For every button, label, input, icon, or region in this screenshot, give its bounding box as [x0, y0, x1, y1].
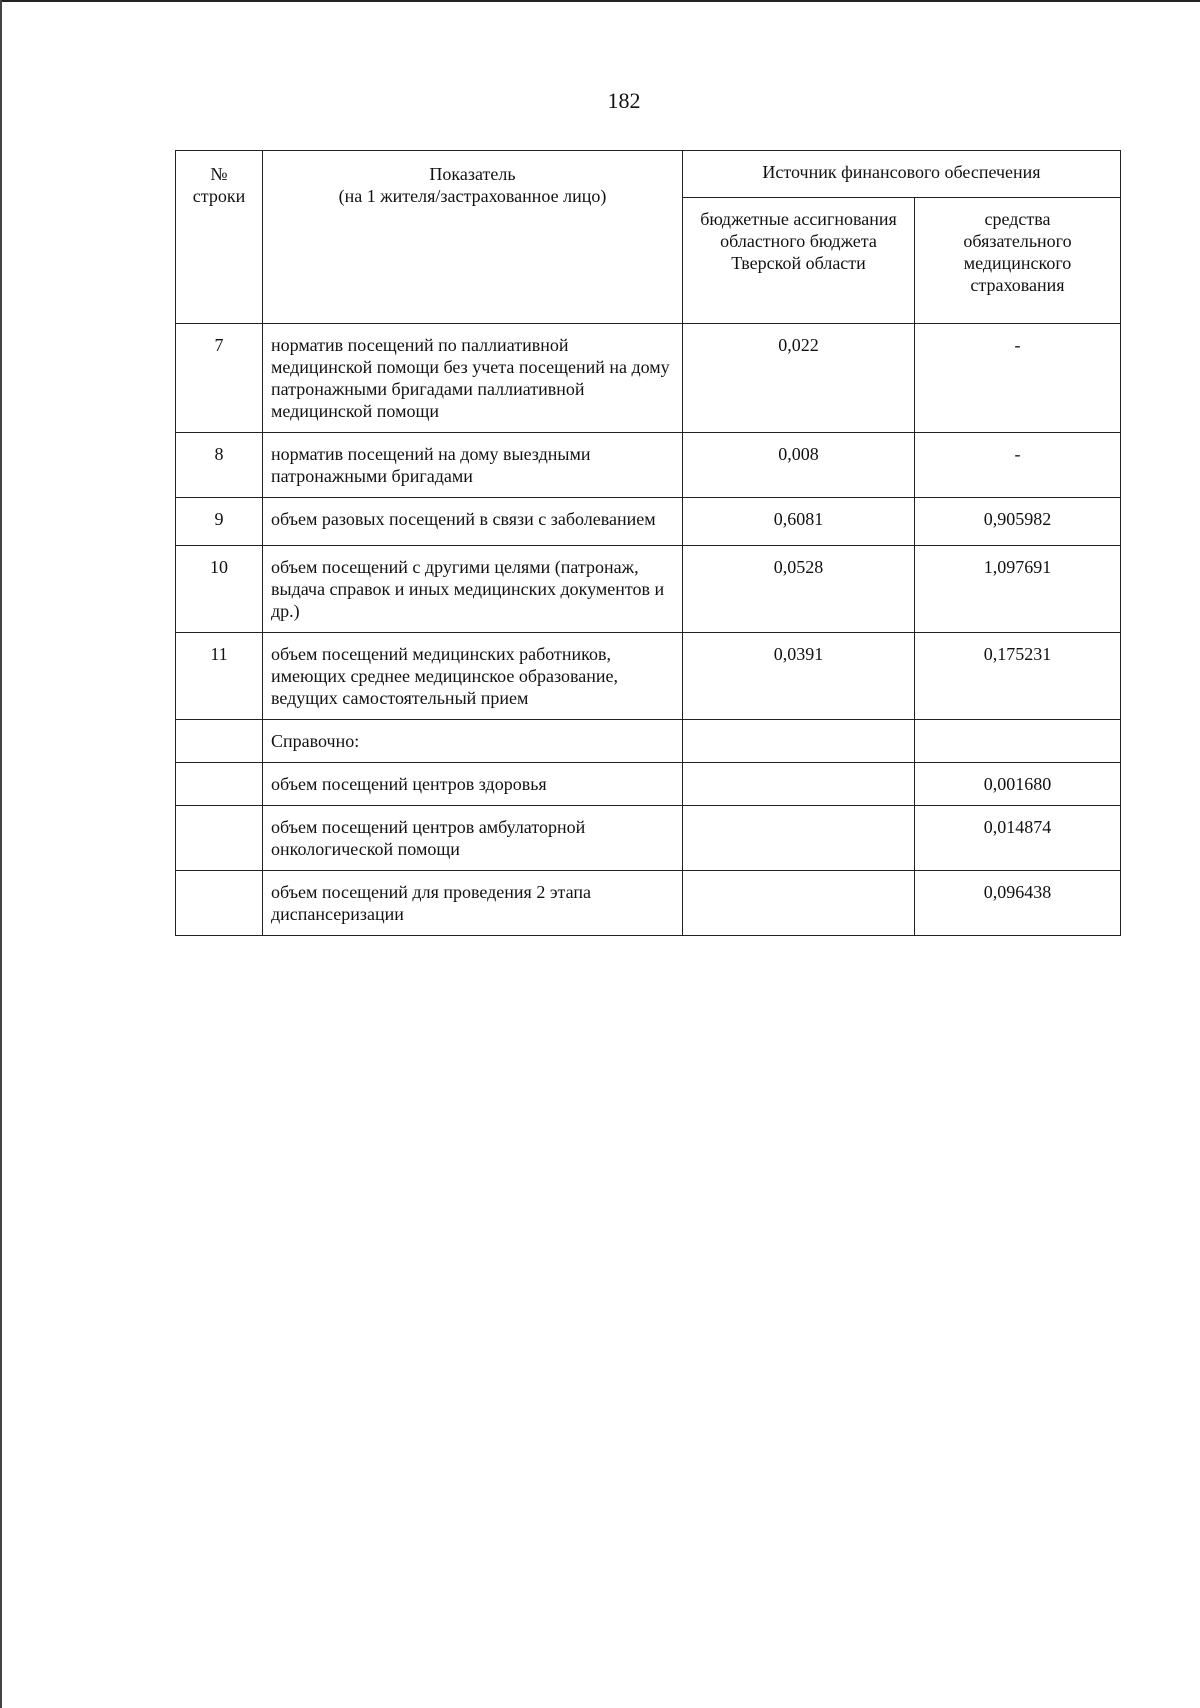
row-budget-value	[683, 806, 915, 871]
financing-table	[175, 150, 1121, 936]
table-row	[176, 433, 1121, 498]
table-row	[176, 806, 1121, 871]
row-oms-value: -	[915, 324, 1121, 433]
row-indicator: объем посещений центров здоровья	[263, 763, 683, 806]
row-oms-value: -	[915, 433, 1121, 498]
header-row-number-text: № строки	[192, 164, 246, 206]
row-oms-value	[915, 720, 1121, 763]
header-source-group: Источник финансового обеспечения	[683, 151, 1121, 198]
row-budget-value: 0,022	[683, 324, 915, 433]
row-oms-value: 0,096438	[915, 871, 1121, 936]
header-budget: бюджетные ассигнования областного бюджета Тверской области	[683, 198, 915, 324]
row-number	[176, 806, 263, 871]
table-row	[176, 498, 1121, 546]
row-oms-value: 0,001680	[915, 763, 1121, 806]
row-indicator: норматив посещений по паллиативной медицинской помощи без учета посещений на дому патронажными бригадами паллиативной медицинской помощи	[263, 324, 683, 433]
table-row	[176, 633, 1121, 720]
row-number: 7	[176, 324, 263, 433]
table-row	[176, 546, 1121, 633]
row-indicator: объем посещений центров амбулаторной онкологической помощи	[263, 806, 683, 871]
row-oms-value: 0,014874	[915, 806, 1121, 871]
header-row-number	[176, 151, 263, 324]
row-number	[176, 720, 263, 763]
header-indicator	[263, 151, 683, 324]
page-number: 182	[607, 88, 641, 113]
row-budget-value	[683, 871, 915, 936]
row-indicator: объем посещений для проведения 2 этапа диспансеризации	[263, 871, 683, 936]
table-row	[176, 871, 1121, 936]
row-oms-value: 1,097691	[915, 546, 1121, 633]
row-oms-value: 0,905982	[915, 498, 1121, 546]
scan-edge-top	[0, 0, 1200, 2]
row-number	[176, 763, 263, 806]
row-budget-value: 0,0391	[683, 633, 915, 720]
row-number: 10	[176, 546, 263, 633]
scan-edge-left	[0, 0, 2, 1708]
table-row	[176, 324, 1121, 433]
row-budget-value: 0,0528	[683, 546, 915, 633]
row-budget-value	[683, 720, 915, 763]
row-indicator: объем разовых посещений в связи с заболеванием	[263, 498, 683, 546]
header-oms: средства обязательного медицинского страхования	[915, 198, 1121, 324]
row-budget-value	[683, 763, 915, 806]
row-indicator: Справочно:	[263, 720, 683, 763]
table-header-row	[176, 151, 1121, 198]
row-number: 11	[176, 633, 263, 720]
table-row	[176, 763, 1121, 806]
table-row-reference	[176, 720, 1121, 763]
row-budget-value: 0,6081	[683, 498, 915, 546]
row-indicator: объем посещений медицинских работников, имеющих среднее медицинское образование, ведущих самостоятельный прием	[263, 633, 683, 720]
row-number: 9	[176, 498, 263, 546]
row-oms-value: 0,175231	[915, 633, 1121, 720]
row-budget-value: 0,008	[683, 433, 915, 498]
row-indicator: объем посещений с другими целями (патронаж, выдача справок и иных медицинских документов и др.)	[263, 546, 683, 633]
header-indicator-text: Показатель (на 1 жителя/застрахованное лицо)	[338, 164, 607, 206]
row-number	[176, 871, 263, 936]
row-indicator: норматив посещений на дому выездными патронажными бригадами	[263, 433, 683, 498]
row-number: 8	[176, 433, 263, 498]
